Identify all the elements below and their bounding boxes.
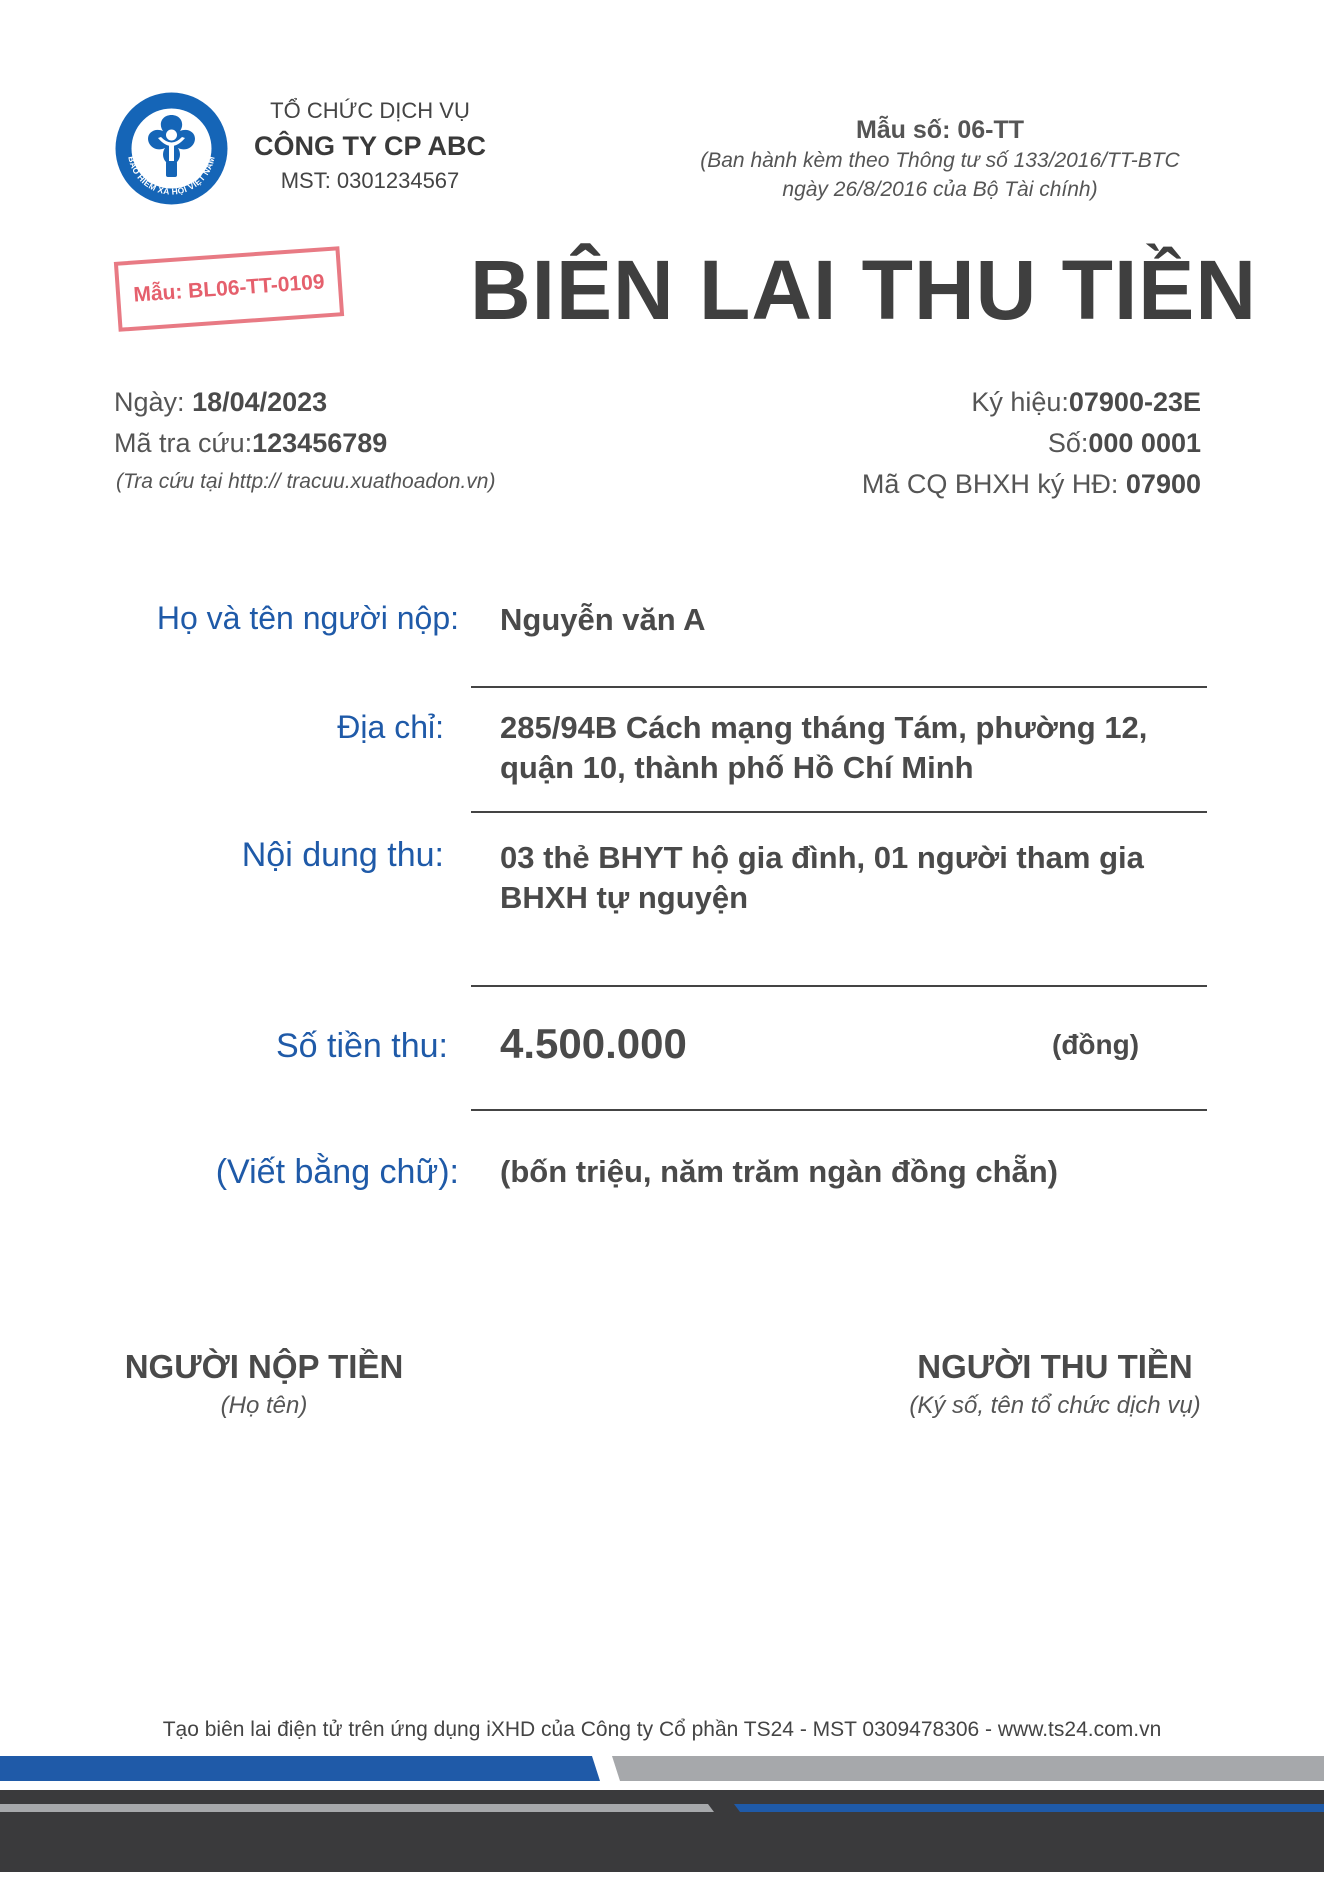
footer-bars [0,1756,1324,1872]
payer-signature-sub: (Họ tên) [220,1392,308,1419]
content-line1: 03 thẻ BHYT hộ gia đình, 01 người tham gia [500,840,1144,875]
number-row [862,423,1201,464]
address-value [500,708,1147,788]
bhxh-logo [114,91,229,206]
stamp-code: BL06-TT-0109 [187,270,326,303]
collector-signature [890,1345,1220,1423]
payer-signature [104,1345,424,1423]
amount-label: Số tiền thu: [275,1027,448,1065]
form-info [660,114,1220,204]
amount-value: 4.500.000 [500,1020,687,1067]
form-note-line2: ngày 26/8/2016 của Bộ Tài chính) [782,178,1098,201]
address-line1: 285/94B Cách mạng tháng Tám, phường 12, [500,710,1148,745]
number-label: Số: [1047,428,1089,458]
lookup-row [114,423,495,464]
org-name: CÔNG TY CP ABC [253,131,487,161]
symbol-value: 07900-23E [1068,387,1201,417]
org-tax-code: MST: 0301234567 [280,168,460,193]
amount-unit: (đồng) [1052,1029,1140,1060]
org-type: TỔ CHỨC DỊCH VỤ [270,98,470,123]
payer-underline [471,686,1207,688]
payer-label: Họ và tên người nộp: [156,600,459,636]
organization-block [235,96,505,196]
footer-text: Tạo biên lai điện tử trên ứng dụng iXHD của Công ty Cổ phần TS24 - MST 0309478306 - www.ts24.com.vn [162,1718,1162,1741]
date-value: 18/04/2023 [192,387,328,417]
symbol-label: Ký hiệu: [971,387,1069,417]
words-value: (bốn triệu, năm trăm ngàn đồng chẵn) [500,1154,1058,1189]
meta-right [862,382,1201,505]
form-number: Mẫu số: 06-TT [855,116,1025,144]
payer-signature-title: NGƯỜI NỘP TIỀN [124,1348,404,1385]
content-line2: BHXH tự nguyện [500,880,749,915]
document-title: BIÊN LAI THU TIỀN [470,243,1257,337]
date-row [114,382,495,423]
agency-value: 07900 [1125,469,1201,499]
amount-underline [471,1109,1207,1111]
payer-value: Nguyễn văn A [500,602,706,637]
template-stamp [114,246,344,332]
logo-text: BẢO HIỂM XÃ HỘI VIỆT NAM [126,155,217,197]
lookup-note: (Tra cứu tại http:// tracuu.xuathoadon.vn) [116,470,496,493]
meta-left [114,382,495,500]
address-line2: quận 10, thành phố Hồ Chí Minh [500,750,974,785]
collector-signature-sub: (Ký số, tên tổ chức dịch vụ) [909,1392,1201,1419]
stamp-label: Mẫu: [132,280,184,307]
symbol-row [862,382,1201,423]
lookup-label: Mã tra cứu: [114,428,253,458]
content-label: Nội dung thu: [241,836,444,874]
words-label: (Viết bằng chữ): [215,1153,459,1191]
bhxh-emblem-icon [114,91,229,206]
lookup-value: 123456789 [252,428,388,458]
address-underline [471,811,1207,813]
form-note-line1: (Ban hành kèm theo Thông tư số 133/2016/TT-BTC [700,149,1180,172]
collector-signature-title: NGƯỜI THU TIỀN [917,1348,1193,1385]
agency-row [862,464,1201,505]
content-underline [471,985,1207,987]
content-value [500,838,1144,918]
footer-bars-graphic [0,1756,1324,1872]
number-value: 000 0001 [1088,428,1201,458]
address-label: Địa chỉ: [337,709,444,745]
agency-label: Mã CQ BHXH ký HĐ: [861,469,1119,499]
date-label: Ngày: [114,387,185,417]
